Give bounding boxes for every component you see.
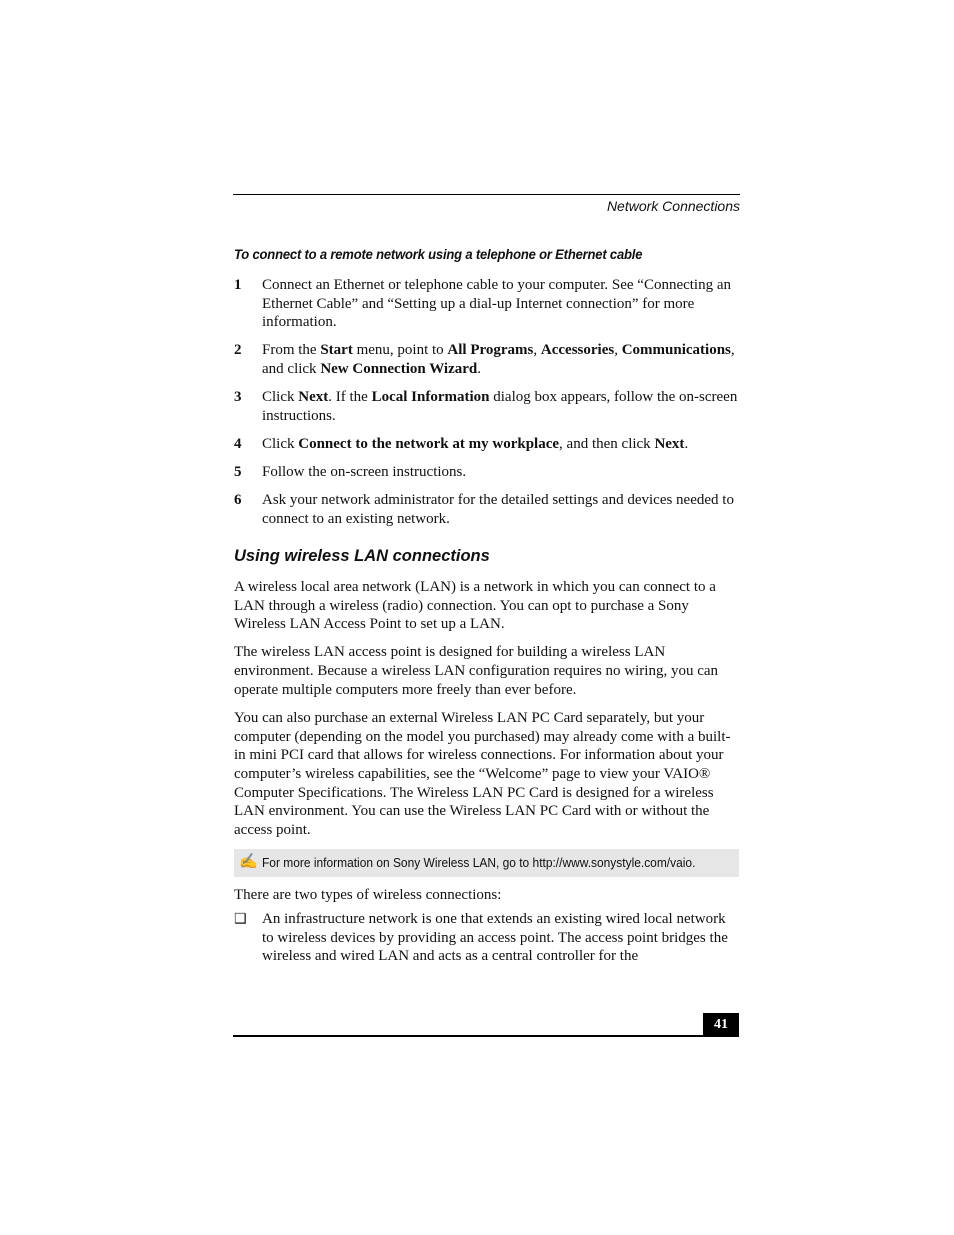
step-text: dialog box appears, follow the on-screen instructions. <box>262 389 738 424</box>
section-heading: Using wireless LAN connections <box>234 547 490 565</box>
step-text: Click <box>262 435 299 452</box>
footer-rule <box>233 1035 703 1037</box>
ui-term-next: Next <box>298 389 329 406</box>
paragraph: A wireless local area network (LAN) is a network in which you can connect to a LAN through a wireless (radio) connection. You can opt to purchase a Sony Wireless LAN Access Point to set up a LAN. <box>234 579 716 633</box>
step-text: Ask your network administrator for the detailed settings and devices needed to connect to an existing network. <box>262 492 734 527</box>
paragraph: You can also purchase an external Wireless LAN PC Card separately, but your computer (depending on the model you purchased) may already come with a built-in mini PCI card that allows for wireless connections. For information about your computer’s wireless capabilities, see the “Welcome” page to view your VAIO® Computer Specifications. The Wireless LAN PC Card is designed for a wireless LAN environment. You can use the Wireless LAN PC Card with or without the access point. <box>234 709 731 839</box>
pencil-note-icon: ✍ <box>239 853 258 870</box>
paragraph: The wireless LAN access point is designed for building a wireless LAN environment. Because a wireless LAN configuration requires no wiring, you can operate multiple computers more freely than ever before. <box>234 644 719 698</box>
procedure-heading: To connect to a remote network using a telephone or Ethernet cable <box>234 246 643 262</box>
step-2 <box>234 341 740 378</box>
step-text: . <box>684 435 689 452</box>
ui-term-connect-workplace: Connect to the network at my workplace <box>298 435 560 452</box>
ui-term-new-connection-wizard: New Connection Wizard <box>320 360 478 377</box>
list-item <box>234 910 740 966</box>
bullet-text: An infrastructure network is one that extends an existing wired local network to wireless devices by providing an access point. The access point bridges the wireless and wired LAN and acts as a central controller for the <box>262 911 728 965</box>
section-body <box>234 578 740 849</box>
running-head: Network Connections <box>606 198 740 214</box>
step-text: menu, point to <box>352 342 448 359</box>
step-text: Connect an Ethernet or telephone cable to your computer. See “Connecting an Ethernet Cable” and “Setting up a dial-up Internet connection” for more information. <box>262 277 732 331</box>
step-text: , and then click <box>559 435 655 452</box>
ui-term-start: Start <box>320 342 353 359</box>
step-text: Follow the on-screen instructions. <box>262 464 467 481</box>
step-number: 5 <box>234 464 242 481</box>
step-text: From the <box>262 342 321 359</box>
step-5 <box>234 463 740 482</box>
ui-term-communications: Communications <box>621 342 731 359</box>
ui-term-local-information: Local Information <box>371 389 490 406</box>
ui-term-next: Next <box>654 435 685 452</box>
step-text: Click <box>262 389 299 406</box>
ui-term-all-programs: All Programs <box>447 342 534 359</box>
note-box <box>234 849 739 877</box>
step-text: , <box>533 342 541 359</box>
note-text: For more information on Sony Wireless LAN, go to http://www.sonystyle.com/vaio. <box>262 855 696 870</box>
connection-types-intro: There are two types of wireless connections: <box>234 887 502 903</box>
step-number: 3 <box>234 389 242 406</box>
page-number: 41 <box>703 1013 739 1037</box>
ui-term-accessories: Accessories <box>540 342 615 359</box>
step-1 <box>234 276 740 332</box>
header-rule <box>233 194 740 195</box>
step-text: , <box>614 342 622 359</box>
step-6 <box>234 491 740 528</box>
steps-list <box>234 276 740 538</box>
step-number: 1 <box>234 277 242 293</box>
checkbox-bullet-icon: ❑ <box>234 911 247 927</box>
step-text: . <box>477 360 482 377</box>
step-3 <box>234 388 740 425</box>
step-4 <box>234 435 740 454</box>
step-number: 6 <box>234 492 242 509</box>
step-text: , and click <box>262 342 735 377</box>
step-number: 4 <box>234 435 242 452</box>
step-number: 2 <box>234 342 242 359</box>
step-text: . If the <box>328 389 372 406</box>
